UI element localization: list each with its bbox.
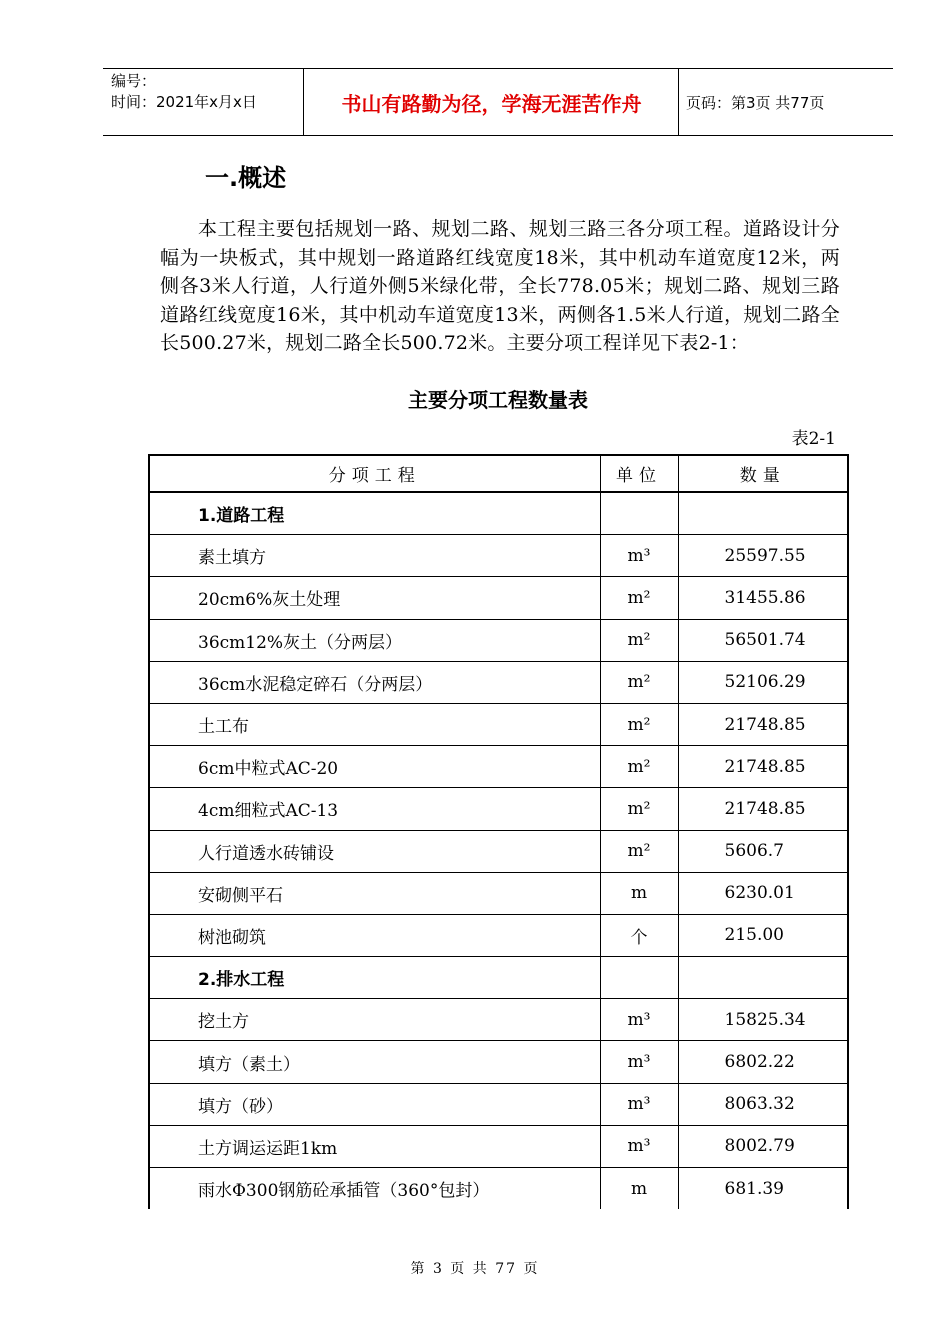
item-name-cell: 土工布 — [149, 703, 600, 745]
item-unit-cell: m³ — [600, 1083, 678, 1125]
item-unit-cell: 个 — [600, 914, 678, 956]
table-row — [149, 1041, 848, 1083]
item-unit-cell: m² — [600, 577, 678, 619]
item-quantity-cell: 8063.32 — [678, 1083, 848, 1125]
item-name-cell: 雨水Φ300钢筋砼承插管（360°包封） — [149, 1168, 600, 1210]
table-row — [149, 1168, 848, 1210]
table-number: 表2-1 — [791, 429, 836, 449]
intro-paragraph: 本工程主要包括规划一路、规划二路、规划三路三各分项工程。道路设计分幅为一块板式，其中规划一路道路红线宽度18米，其中机动车道宽度12米，两侧各3米人行道，人行道外侧5米绿化带，全长778.05米；规划二路、规划三路道路红线宽度16米，其中机动车道宽度13米，两侧各1.5米人行道，规划二路全长500.27米，规划二路全长500.72米。主要分项工程详见下表2-1： — [160, 218, 840, 354]
item-name-cell: 填方（砂） — [149, 1083, 600, 1125]
item-name-cell: 树池砌筑 — [149, 914, 600, 956]
table-row — [149, 535, 848, 577]
page-footer: 第 3 页 共 77 页 — [410, 1261, 540, 1277]
item-name-cell: 36cm12%灰土（分两层） — [149, 619, 600, 661]
table-row — [149, 914, 848, 956]
item-quantity-cell: 15825.34 — [678, 999, 848, 1041]
item-unit-cell: m² — [600, 746, 678, 788]
item-quantity-cell: 31455.86 — [678, 577, 848, 619]
section-heading: 一.概述 — [205, 164, 287, 192]
table-row — [149, 1083, 848, 1125]
item-name-cell: 安砌侧平石 — [149, 872, 600, 914]
item-quantity-cell — [678, 492, 848, 535]
item-quantity-cell: 215.00 — [678, 914, 848, 956]
item-unit-cell: m — [600, 872, 678, 914]
item-unit-cell — [600, 492, 678, 535]
item-name-cell: 人行道透水砖铺设 — [149, 830, 600, 872]
item-quantity-cell: 52106.29 — [678, 661, 848, 703]
header-motto: 书山有路勤为径，学海无涯苦作舟 — [341, 91, 642, 116]
item-quantity-cell: 25597.55 — [678, 535, 848, 577]
item-unit-cell: m — [600, 1168, 678, 1210]
header-meta — [111, 71, 257, 113]
table-row — [149, 619, 848, 661]
item-unit-cell: m² — [600, 788, 678, 830]
page-header — [103, 68, 893, 136]
item-unit-cell: m² — [600, 619, 678, 661]
header-page-info: 页码：第3页 共77页 — [686, 93, 825, 112]
table-group-row — [149, 957, 848, 999]
item-quantity-cell: 6802.22 — [678, 1041, 848, 1083]
item-quantity-cell: 21748.85 — [678, 788, 848, 830]
table-row — [149, 746, 848, 788]
item-quantity-cell: 21748.85 — [678, 703, 848, 745]
column-header-unit: 单位 — [600, 455, 678, 492]
item-name-cell: 4cm细粒式AC-13 — [149, 788, 600, 830]
item-unit-cell: m² — [600, 830, 678, 872]
item-quantity-cell: 5606.7 — [678, 830, 848, 872]
item-name-cell: 6cm中粒式AC-20 — [149, 746, 600, 788]
item-unit-cell: m² — [600, 703, 678, 745]
item-quantity-cell: 681.39 — [678, 1168, 848, 1210]
item-unit-cell: m³ — [600, 1125, 678, 1167]
table-row — [149, 999, 848, 1041]
table-row — [149, 872, 848, 914]
item-quantity-cell: 6230.01 — [678, 872, 848, 914]
item-quantity-cell: 21748.85 — [678, 746, 848, 788]
item-quantity-cell — [678, 957, 848, 999]
item-name-cell: 36cm水泥稳定碎石（分两层） — [149, 661, 600, 703]
header-divider — [678, 69, 679, 135]
item-name-cell: 土方调运运距1km — [149, 1125, 600, 1167]
item-unit-cell: m³ — [600, 999, 678, 1041]
table-row — [149, 788, 848, 830]
item-name-cell: 20cm6%灰土处理 — [149, 577, 600, 619]
quantity-table — [148, 454, 849, 1209]
table-row — [149, 830, 848, 872]
item-name-cell: 2.排水工程 — [149, 957, 600, 999]
item-unit-cell: m² — [600, 661, 678, 703]
document-number-label: 编号： — [111, 72, 157, 90]
table-row — [149, 661, 848, 703]
item-name-cell: 素土填方 — [149, 535, 600, 577]
column-header-value: 数量 — [678, 455, 848, 492]
column-header-name: 分项工程 — [149, 455, 600, 492]
table-header-row — [149, 455, 848, 492]
table-row — [149, 703, 848, 745]
item-unit-cell — [600, 957, 678, 999]
item-name-cell: 挖土方 — [149, 999, 600, 1041]
table-row — [149, 1125, 848, 1167]
table-group-row — [149, 492, 848, 535]
item-unit-cell: m³ — [600, 1041, 678, 1083]
item-name-cell: 1.道路工程 — [149, 492, 600, 535]
item-quantity-cell: 56501.74 — [678, 619, 848, 661]
item-unit-cell: m³ — [600, 535, 678, 577]
item-quantity-cell: 8002.79 — [678, 1125, 848, 1167]
document-time-label: 时间：2021年x月x日 — [111, 93, 257, 111]
item-name-cell: 填方（素土） — [149, 1041, 600, 1083]
header-divider — [303, 69, 304, 135]
table-title: 主要分项工程数量表 — [408, 388, 588, 412]
table-row — [149, 577, 848, 619]
